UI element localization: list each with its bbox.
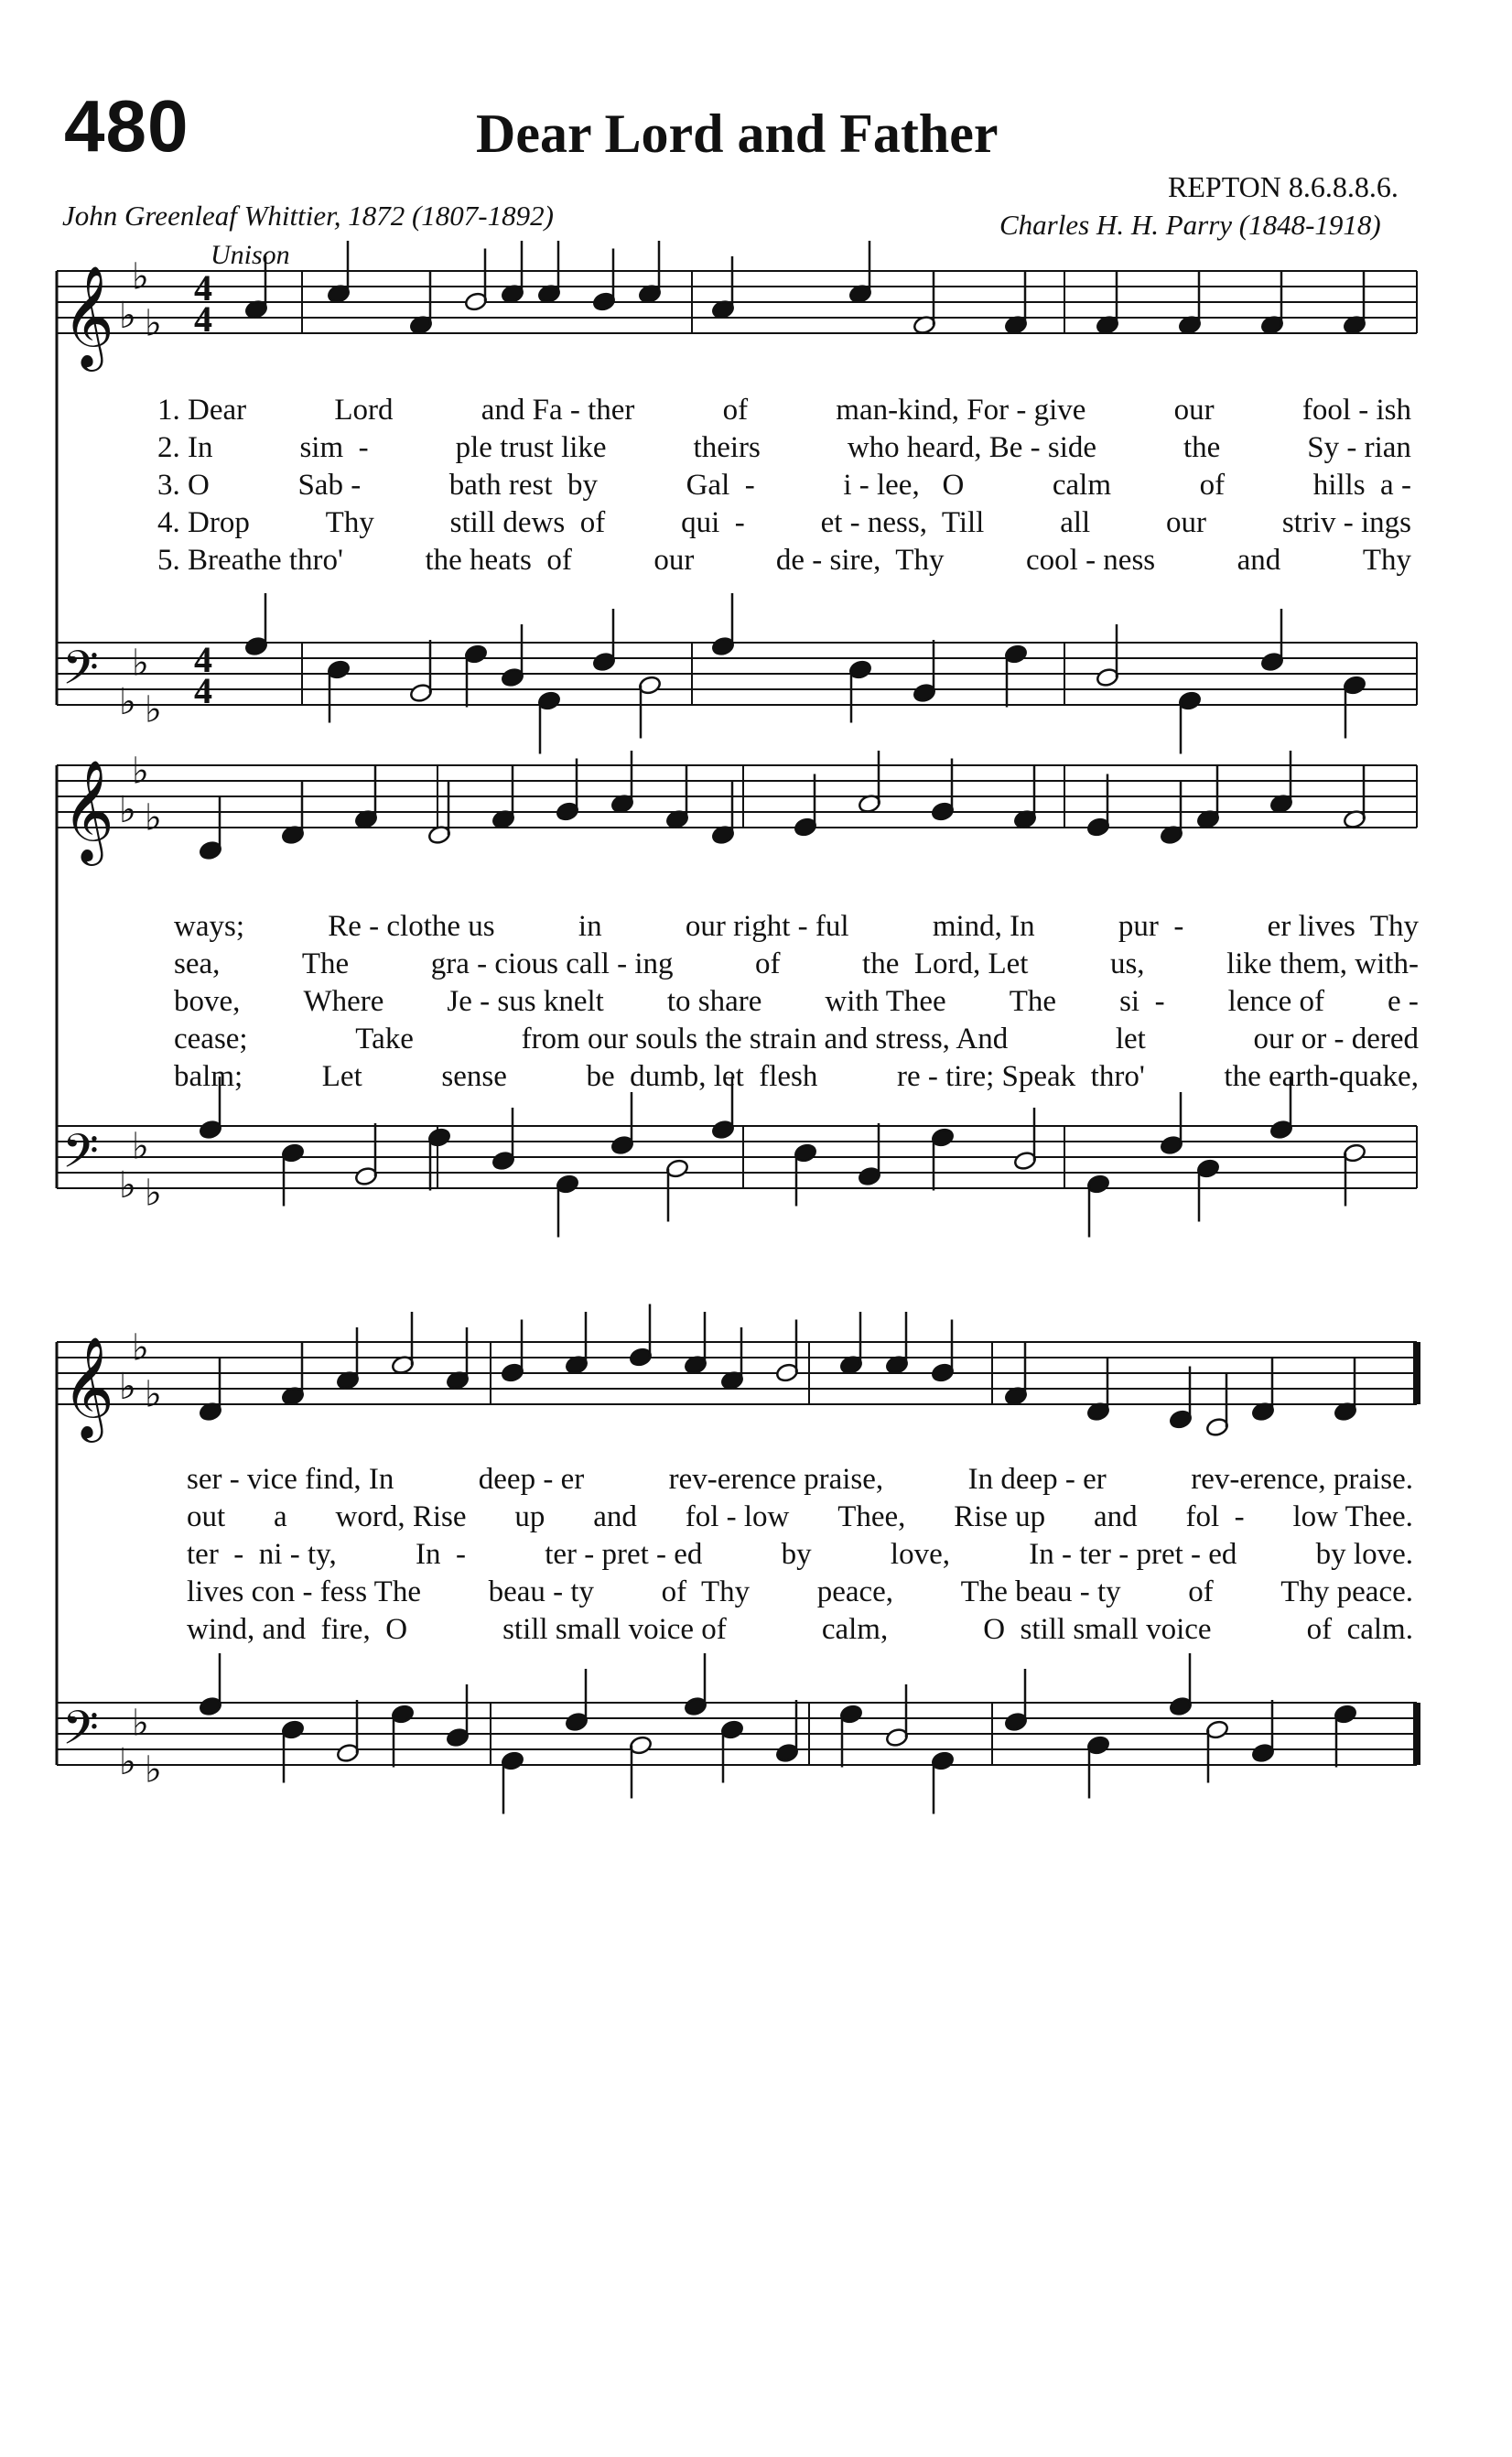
lyric-syllable-group: ways; xyxy=(174,910,244,943)
lyric-syllable-group: Thy xyxy=(325,506,374,539)
lyric-syllable-group: our right - ful xyxy=(685,910,849,943)
lyric-syllable-group: Je - sus knelt xyxy=(447,985,604,1018)
lyric-syllable-group: Take xyxy=(355,1023,414,1055)
lyric-syllable-group: striv - ings xyxy=(1281,506,1411,539)
lyric-syllable-group: out xyxy=(187,1500,226,1533)
lyric-syllable-group: ter - ni - ty, xyxy=(187,1538,337,1571)
lyric-syllable-group: with Thee xyxy=(825,985,946,1018)
lyric-syllable-group: pur - xyxy=(1118,910,1184,943)
hymn-title: Dear Lord and Father xyxy=(476,103,999,164)
flat-sign: ♭ xyxy=(132,750,149,793)
lyric-syllable-group: cool - ness xyxy=(1026,544,1156,577)
treble-clef: 𝄞 xyxy=(62,759,114,861)
lyric-syllable-group: sense xyxy=(441,1060,507,1093)
flat-sign: ♭ xyxy=(132,1702,149,1745)
lyric-syllable-group: rev-erence praise, xyxy=(668,1463,884,1496)
lyric-line-system2-verse-4 xyxy=(174,1023,1419,1056)
hymn-number: 480 xyxy=(64,85,189,167)
lyric-syllable-group: cease; xyxy=(174,1023,248,1055)
lyric-syllable-group: si - xyxy=(1119,985,1165,1018)
time-signature: 4 xyxy=(194,639,212,680)
lyric-syllable-group: in xyxy=(578,910,602,943)
lyric-syllable-group: fool - ish xyxy=(1301,394,1411,427)
flat-sign: ♭ xyxy=(145,688,162,731)
lyric-syllable-group: bove, xyxy=(174,985,241,1018)
lyric-syllable-group: In - ter - pret - ed xyxy=(1029,1538,1237,1571)
lyric-syllable-group: ple trust like xyxy=(455,431,607,464)
lyric-line-system2-verse-3 xyxy=(174,985,1419,1019)
lyric-syllable-group: who heard, Be - side xyxy=(847,431,1097,464)
lyric-syllable-group: The beau - ty xyxy=(960,1575,1121,1608)
lyric-line-system3-verse-3 xyxy=(187,1538,1413,1572)
lyric-syllable-group: beau - ty xyxy=(488,1575,595,1608)
lyric-syllable-group: theirs xyxy=(693,431,761,464)
lyric-syllable-group: man-kind, For - give xyxy=(836,394,1086,427)
lyric-syllable-group: 5. Breathe thro' xyxy=(157,544,343,577)
lyric-syllable-group: Thee, xyxy=(837,1500,906,1533)
lyric-syllable-group: word, Rise xyxy=(335,1500,467,1533)
lyric-syllable-group: wind, and fire, O xyxy=(187,1613,408,1646)
lyric-syllable-group: the earth-quake, xyxy=(1224,1060,1419,1093)
lyric-syllable-group: love, xyxy=(890,1538,950,1571)
lyric-syllable-group: Rise up xyxy=(954,1500,1046,1533)
lyric-syllable-group: de - sire, Thy xyxy=(775,544,945,577)
blank-lower-page xyxy=(0,1822,1512,2457)
bass-clef: 𝄢 xyxy=(62,640,99,707)
lyric-syllable-group: calm xyxy=(1052,469,1112,502)
lyric-line-system1-verse-4 xyxy=(157,506,1411,540)
lyric-syllable-group: Thy peace. xyxy=(1280,1575,1413,1608)
lyric-syllable-group: Gal - xyxy=(686,469,755,502)
lyric-syllable-group: of xyxy=(722,394,749,427)
lyric-line-system2-verse-2 xyxy=(174,947,1419,981)
time-signature: 4 xyxy=(194,267,212,308)
flat-sign: ♭ xyxy=(119,295,136,337)
lyric-line-system2-verse-5 xyxy=(174,1060,1419,1094)
lyric-syllable-group: Where xyxy=(303,985,384,1018)
lyric-syllable-group: Sy - rian xyxy=(1307,431,1411,464)
lyric-syllable-group: hills a - xyxy=(1312,469,1411,502)
lyric-syllable-group: sea, xyxy=(174,947,221,980)
lyric-syllable-group: our xyxy=(1173,394,1215,427)
flat-sign: ♭ xyxy=(119,1164,136,1207)
lyric-line-system3-verse-4 xyxy=(187,1575,1413,1609)
lyric-syllable-group: The xyxy=(1009,985,1057,1018)
lyric-syllable-group: Re - clothe us xyxy=(328,910,495,943)
lyric-syllable-group: lives con - fess The xyxy=(187,1575,421,1608)
lyric-line-system3-verse-2 xyxy=(187,1500,1413,1534)
lyric-syllable-group: our xyxy=(653,544,695,577)
lyric-line-system1-verse-3 xyxy=(157,469,1411,503)
lyric-syllable-group: ter - pret - ed xyxy=(545,1538,703,1571)
lyric-syllable-group: still small voice of xyxy=(502,1613,727,1646)
flat-sign: ♭ xyxy=(132,642,149,685)
lyric-syllable-group: of Thy xyxy=(661,1575,751,1608)
lyric-syllable-group: our or - dered xyxy=(1253,1023,1419,1055)
composer-credit: Charles H. H. Parry (1848-1918) xyxy=(999,209,1381,241)
lyric-syllable-group: 2. In xyxy=(157,431,213,464)
lyric-syllable-group: O still small voice xyxy=(983,1613,1212,1646)
flat-sign: ♭ xyxy=(145,1373,162,1416)
lyric-syllable-group: low Thee. xyxy=(1292,1500,1413,1533)
time-signature: 4 xyxy=(194,670,212,711)
lyric-line-system3-verse-5 xyxy=(187,1613,1413,1647)
bass-clef: 𝄢 xyxy=(62,1700,99,1767)
lyric-syllable-group: sim - xyxy=(299,431,369,464)
flat-sign: ♭ xyxy=(145,1172,162,1215)
flat-sign: ♭ xyxy=(119,681,136,723)
lyric-line-system1-verse-2 xyxy=(157,431,1411,465)
lyric-syllable-group: from our souls the strain and stress, And xyxy=(521,1023,1009,1055)
lyric-syllable-group: our xyxy=(1166,506,1206,539)
lyric-syllable-group: peace, xyxy=(816,1575,894,1608)
tune-name: REPTON 8.6.8.8.6. xyxy=(1168,170,1399,203)
lyric-syllable-group: the heats of xyxy=(425,544,572,577)
lyric-syllable-group: Thy xyxy=(1362,544,1411,577)
author-credit: John Greenleaf Whittier, 1872 (1807-1892) xyxy=(62,200,554,232)
lyric-syllable-group: Let xyxy=(321,1060,362,1093)
bass-clef: 𝄢 xyxy=(62,1123,99,1190)
flat-sign: ♭ xyxy=(132,255,149,298)
lyric-syllable-group: let xyxy=(1115,1023,1146,1055)
lyric-syllable-group: qui - xyxy=(681,506,745,539)
flat-sign: ♭ xyxy=(132,1125,149,1168)
lyric-syllable-group: rev-erence, praise. xyxy=(1191,1463,1413,1496)
lyric-syllable-group: er lives Thy xyxy=(1267,910,1419,943)
lyric-syllable-group: fol - low xyxy=(685,1500,790,1533)
flat-sign: ♭ xyxy=(145,302,162,345)
lyric-syllable-group: ser - vice find, In xyxy=(187,1463,394,1496)
lyric-syllable-group: to share xyxy=(666,985,762,1018)
lyric-syllable-group: up xyxy=(514,1500,545,1533)
lyric-line-system3-verse-1 xyxy=(187,1463,1413,1497)
lyric-syllable-group: the Lord, Let xyxy=(862,947,1029,980)
treble-clef: 𝄞 xyxy=(62,265,114,367)
lyric-syllable-group: us, xyxy=(1109,947,1145,980)
lyric-syllable-group: In deep - er xyxy=(967,1463,1107,1496)
time-signature: 4 xyxy=(194,298,212,340)
lyric-syllable-group: and xyxy=(593,1500,637,1533)
flat-sign: ♭ xyxy=(119,1741,136,1783)
flat-sign: ♭ xyxy=(145,796,162,839)
lyric-syllable-group: deep - er xyxy=(478,1463,585,1496)
lyric-syllable-group: of xyxy=(1188,1575,1214,1608)
lyric-syllable-group: of calm. xyxy=(1306,1613,1413,1646)
lyric-syllable-group: of xyxy=(1199,469,1226,502)
lyric-syllable-group: 3. O xyxy=(157,469,210,502)
lyric-line-system1-verse-1 xyxy=(157,394,1411,428)
lyric-syllable-group: and xyxy=(1094,1500,1138,1533)
flat-sign: ♭ xyxy=(145,1748,162,1791)
flat-sign: ♭ xyxy=(119,789,136,831)
lyric-syllable-group: bath rest by xyxy=(448,469,598,502)
lyric-syllable-group: calm, xyxy=(821,1613,889,1646)
lyric-syllable-group: be dumb, let flesh xyxy=(586,1060,818,1093)
flat-sign: ♭ xyxy=(132,1326,149,1369)
lyric-syllable-group: the xyxy=(1183,431,1221,464)
lyric-line-system1-verse-5 xyxy=(157,544,1411,578)
lyric-syllable-group: Lord xyxy=(334,394,394,427)
lyric-syllable-group: i - lee, O xyxy=(843,469,965,502)
lyric-syllable-group: and Fa - ther xyxy=(481,394,635,427)
lyric-syllable-group: Sab - xyxy=(297,469,362,502)
unison-marking: Unison xyxy=(211,240,290,270)
lyric-syllable-group: by love. xyxy=(1315,1538,1413,1571)
lyric-syllable-group: by xyxy=(781,1538,812,1571)
lyric-syllable-group: of xyxy=(755,947,781,980)
lyric-syllable-group: fol - xyxy=(1185,1500,1245,1533)
lyric-syllable-group: re - tire; Speak thro' xyxy=(897,1060,1145,1093)
lyric-syllable-group: and xyxy=(1237,544,1281,577)
flat-sign: ♭ xyxy=(119,1366,136,1408)
lyric-syllable-group: 4. Drop xyxy=(157,506,250,539)
lyric-syllable-group: e - xyxy=(1388,985,1419,1018)
lyric-syllable-group: balm; xyxy=(174,1060,243,1093)
lyric-syllable-group: In - xyxy=(415,1538,466,1571)
lyric-syllable-group: mind, In xyxy=(932,910,1035,943)
lyric-line-system2-verse-1 xyxy=(174,910,1419,944)
lyric-syllable-group: 1. Dear xyxy=(157,394,247,427)
lyric-syllable-group: all xyxy=(1060,506,1091,539)
treble-clef: 𝄞 xyxy=(62,1336,114,1438)
lyric-syllable-group: lence of xyxy=(1227,985,1324,1018)
lyric-syllable-group: gra - cious call - ing xyxy=(430,947,674,980)
lyric-syllable-group: et - ness, Till xyxy=(820,506,985,539)
lyric-syllable-group: still dews of xyxy=(449,506,606,539)
lyric-syllable-group: The xyxy=(301,947,350,980)
lyric-syllable-group: a xyxy=(274,1500,287,1533)
lyric-syllable-group: like them, with- xyxy=(1226,947,1419,980)
